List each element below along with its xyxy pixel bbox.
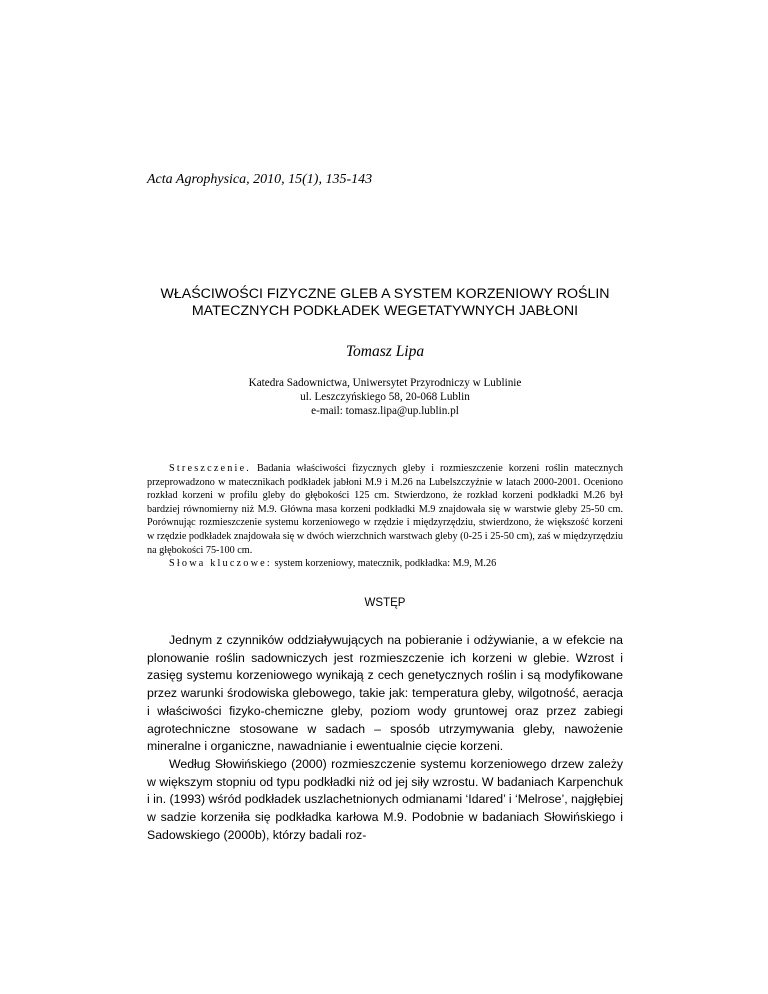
abstract-label: Streszczenie. [169, 463, 252, 474]
paper-title: WŁAŚCIWOŚCI FIZYCZNE GLEB A SYSTEM KORZENIOWY ROŚLIN MATECZNYCH PODKŁADEK WEGETATYWNYCH JABŁONI [160, 286, 610, 319]
affiliation-email: e-mail: tomasz.lipa@up.lublin.pl [311, 405, 459, 417]
affiliation-address: ul. Leszczyńskiego 58, 20-068 Lublin [300, 391, 470, 403]
abstract-text: Badania właściwości fizycznych gleby i rozmieszczenie korzeni roślin matecznych przeprowadzono w matecznikach podkładek jabłoni M.9 i M.26 na Lubelszczyźnie w latach 2000-2001. Oceniono rozkład korzeni w profilu gleby do głębokości 125 cm. Stwierdzono, że rozkład korzeni podkładki M.26 był bardziej równomierny niż M.9. Główna masa korzeni podkładki M.9 znajdowała się w warstwie gleby 25-50 cm. Porównując rozmieszczenie systemu korzeniowego w rzędzie i międzyrzędziu, stwierdzono, że większość korzeni w rzędzie podkładek znajdowała się w dwóch wierzchnich warstwach gleby (0-25 i 25-50 cm), zaś w międzyrzędziu na głębokości 75-100 cm. [147, 463, 623, 556]
journal-citation: Acta Agrophysica, 2010, 15(1), 135-143 [147, 172, 373, 187]
abstract-paragraph [147, 462, 623, 557]
abstract [147, 462, 623, 571]
body-text [147, 632, 623, 844]
body-paragraph-1: Jednym z czynników oddziaływujących na pobieranie i odżywianie, a w efekcie na plonowanie roślin sadowniczych jest rozmieszczenie ich korzeni w glebie. Wzrost i zasięg systemu korzeniowego wynikają z cech genetycznych roślin i są modyfikowane przez warunki środowiska glebowego, takie jak: temperatura gleby, wilgotność, aeracja i właściwości fizyko-chemiczne gleby, poziom wody gruntowej oraz przez zabiegi agrotechniczne stosowane w sadach – sposób utrzymywania gleby, nawożenie mineralne i organiczne, nawadnianie i ewentualnie cięcie korzeni. [147, 633, 623, 754]
keywords-paragraph [147, 557, 623, 571]
keywords-label: Słowa kluczowe: [169, 558, 272, 570]
keywords-text: system korzeniowy, matecznik, podkładka: M.9, M.26 [274, 558, 497, 570]
author-name: Tomasz Lipa [345, 343, 425, 360]
affiliation-department: Katedra Sadownictwa, Uniwersytet Przyrodniczy w Lublinie [248, 377, 522, 389]
affiliation [147, 376, 623, 418]
section-heading: WSTĘP [364, 597, 406, 609]
body-paragraph-2: Według Słowińskiego (2000) rozmieszczenie systemu korzeniowego drzew zależy w większym stopniu od typu podkładki niż od jej siły wzrostu. W badaniach Karpenchuk i in. (1993) wśród podkładek uszlachetnionych odmianami ‘Idared’ i ‘Melrose’, najgłębiej w sadzie korzeniła się podkładka karłowa M.9. Podobnie w badaniach Słowińskiego i Sadowskiego (2000b), którzy badali roz- [147, 756, 623, 842]
